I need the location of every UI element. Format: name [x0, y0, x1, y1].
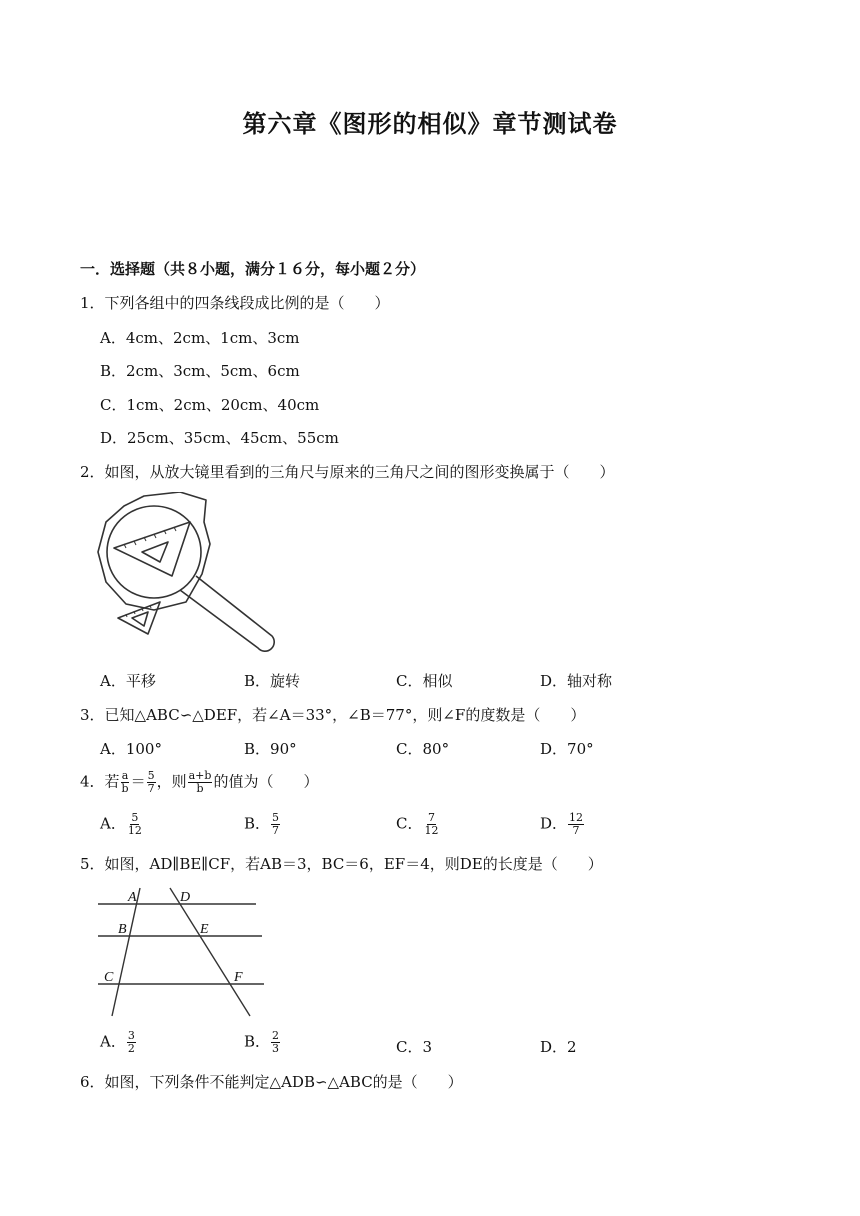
question-4-stem [80, 770, 318, 795]
label-e: E [200, 922, 209, 937]
question-2-stem: 2．如图，从放大镜里看到的三角尺与原来的三角尺之间的图形变换属于（ ） [80, 463, 615, 481]
magnifier-figure [96, 492, 278, 658]
question-5-option-a: A． $\frac{3}{2}$ [100, 1029, 135, 1055]
section-heading: 一．选择题（共８小题，满分１６分，每小题２分） [80, 260, 426, 278]
question-1-option-c: C．1cm、2cm、20cm、40cm [100, 396, 320, 414]
page-title: 第六章《图形的相似》章节测试卷 [242, 110, 618, 138]
label-b: B [118, 922, 127, 937]
question-3-option-c: C．80° [396, 740, 450, 758]
label-f: F [234, 970, 243, 985]
question-3-stem: 3．已知△ABC∽△DEF，若∠A＝33°，∠B＝77°，则∠F的度数是（ ） [80, 706, 586, 724]
label-d: D [180, 890, 191, 905]
label-a: A [128, 890, 137, 905]
question-5-stem: 5．如图，AD∥BE∥CF，若AB＝3，BC＝6，EF＝4，则DE的长度是（ ） [80, 855, 603, 873]
question-5-option-d: D．2 [540, 1038, 577, 1056]
question-2-option-d: D．轴对称 [540, 672, 613, 690]
label-c: C [104, 970, 114, 985]
question-3-option-d: D．70° [540, 740, 594, 758]
question-4-option-d: D． $\frac{12}{7}$ [540, 811, 584, 837]
question-6-stem: 6．如图，下列条件不能判定△ADB∽△ABC的是（ ） [80, 1073, 463, 1091]
q4-mid: ，则 [156, 772, 187, 791]
q4-fraction-2: $\frac{5}{7}$ [147, 769, 155, 795]
question-3-option-a: A．100° [100, 740, 162, 758]
question-2-option-a: A．平移 [100, 672, 156, 690]
parallel-lines-figure [96, 884, 268, 1020]
question-1-stem: 1．下列各组中的四条线段成比例的是（ ） [80, 294, 390, 312]
question-4-option-a: A． $\frac{5}{12}$ [100, 811, 142, 837]
question-3-option-b: B．90° [244, 740, 297, 758]
q4-fraction-1: $\frac{a}{b}$ [121, 769, 129, 795]
question-4-option-c: C． $\frac{7}{12}$ [396, 811, 439, 837]
question-2-option-c: C．相似 [396, 672, 453, 690]
q4-fraction-3: $\frac{a+b}{b}$ [188, 769, 212, 795]
question-5-option-b: B． $\frac{2}{3}$ [244, 1029, 280, 1055]
question-2-option-b: B．旋转 [244, 672, 301, 690]
question-1-option-a: A．4cm、2cm、1cm、3cm [100, 329, 300, 347]
q4-equals: ＝ [130, 772, 146, 791]
question-1-option-d: D．25cm、35cm、45cm、55cm [100, 429, 339, 447]
question-5-option-c: C．3 [396, 1038, 433, 1056]
question-1-option-b: B．2cm、3cm、5cm、6cm [100, 362, 300, 380]
q4-prefix: 4．若 [80, 772, 120, 791]
q4-suffix: 的值为（ ） [213, 772, 319, 791]
question-4-option-b: B． $\frac{5}{7}$ [244, 811, 280, 837]
